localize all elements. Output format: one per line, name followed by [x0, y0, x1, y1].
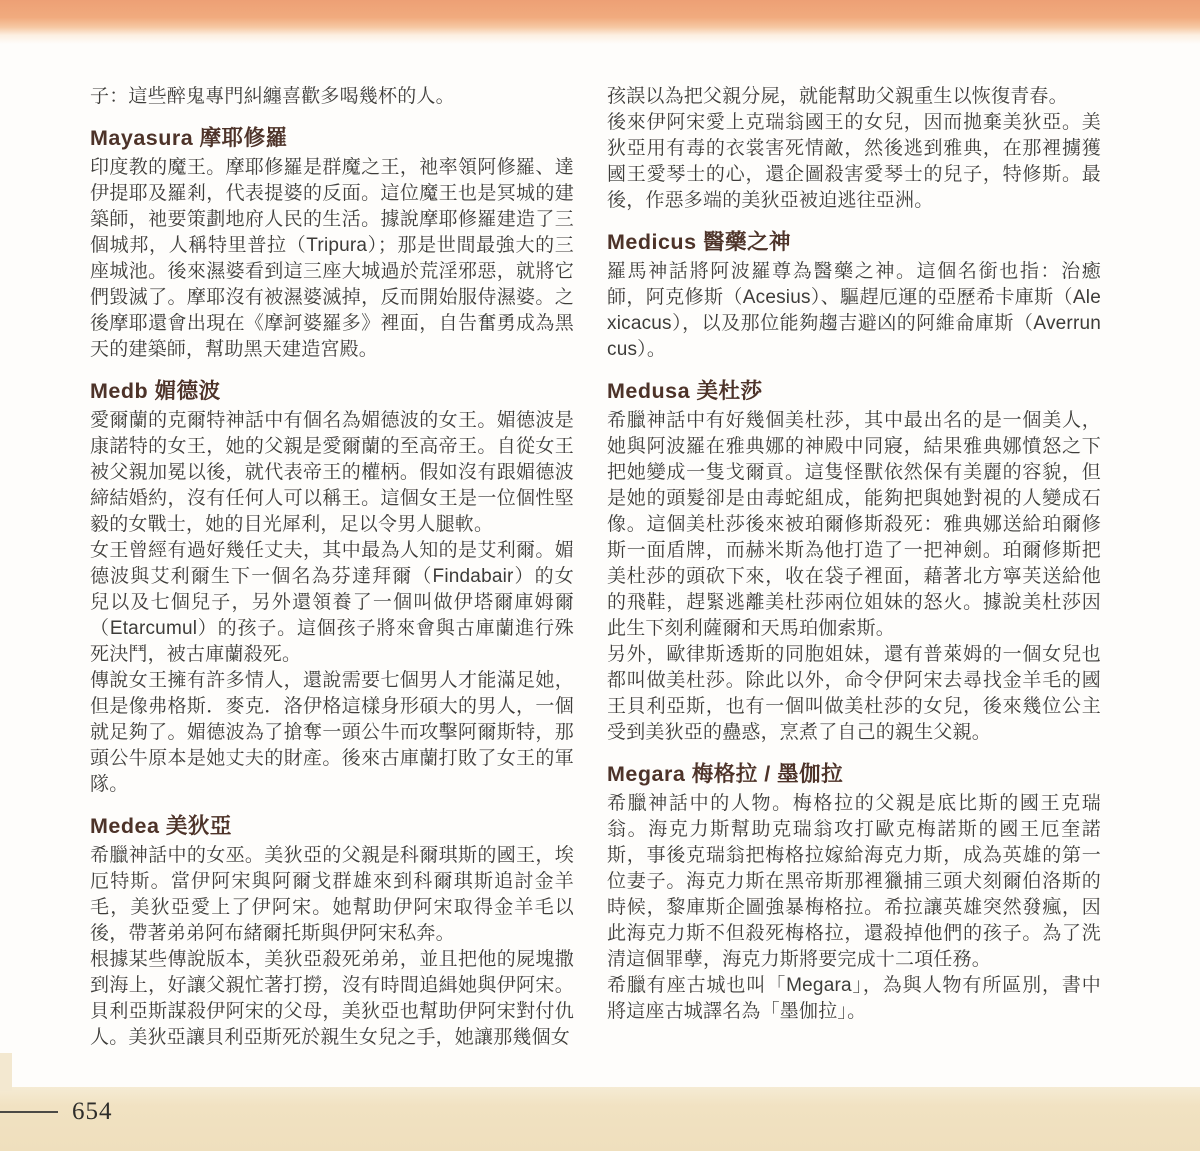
entry-heading-medusa: Medusa 美杜莎: [607, 379, 763, 403]
entry-paragraph: 羅馬神話將阿波羅尊為醫藥之神。這個名銜也指：治癒師，阿克修斯（Acesius）、驅趕厄運的亞歷希卡庫斯（Alexicacus），以及那位能夠趨吉避凶的阿維侖庫斯（Averruncus）。: [607, 261, 1101, 360]
entry-paragraph: 女王曾經有過好幾任丈夫，其中最為人知的是艾利爾。媚德波與艾利爾生下一個名為芬達拜爾（Findabair）的女兒以及七個兒子，另外還領養了一個叫做伊塔爾庫姆爾（Etarcumul）的孩子。這個孩子將來會與古庫蘭進行殊死決鬥，被古庫蘭殺死。: [90, 540, 574, 665]
entry-paragraph: 希臘神話中的女巫。美狄亞的父親是科爾琪斯的國王，埃厄特斯。當伊阿宋與阿爾戈群雄來到科爾琪斯追討金羊毛，美狄亞愛上了伊阿宋。她幫助伊阿宋取得金羊毛以後，帶著弟弟阿布緒爾托斯與伊阿宋私奔。: [90, 845, 574, 944]
right-column: [607, 84, 1101, 1025]
footer-rule: [0, 1111, 58, 1113]
entry-paragraph: 另外，歐律斯透斯的同胞姐妹，還有普萊姆的一個女兒也都叫做美杜莎。除此以外，命令伊阿宋去尋找金羊毛的國王貝利亞斯，也有一個叫做美杜莎的女兒，後來幾位公主受到美狄亞的蠱惑，烹煮了自己的親生父親。: [607, 644, 1101, 743]
entry-paragraph: 印度教的魔王。摩耶修羅是群魔之王，祂率領阿修羅、達伊提耶及羅剎，代表提婆的反面。這位魔王也是冥城的建築師，祂要策劃地府人民的生活。據說摩耶修羅建造了三個城邦，人稱特里普拉（Tripura）；那是世間最強大的三座城池。後來濕婆看到這三座大城過於荒淫邪惡，就將它們毀滅了。摩耶沒有被濕婆滅掉，反而開始服侍濕婆。之後摩耶還會出現在《摩訶婆羅多》裡面，自告奮勇成為黑天的建築師，幫助黑天建造宮殿。: [90, 157, 574, 360]
entry-heading-medea: Medea 美狄亞: [90, 814, 232, 838]
page-top-edge: [0, 0, 1200, 44]
entry-paragraph: 根據某些傳說版本，美狄亞殺死弟弟，並且把他的屍塊撒到海上，好讓父親忙著打撈，沒有時間追緝她與伊阿宋。貝利亞斯謀殺伊阿宋的父母，美狄亞也幫助伊阿宋對付仇人。美狄亞讓貝利亞斯死於親生女兒之手，她讓那幾個女: [90, 949, 574, 1048]
entry-paragraph: 希臘神話中有好幾個美杜莎，其中最出名的是一個美人，她與阿波羅在雅典娜的神殿中同寢，結果雅典娜憤怒之下把她變成一隻戈爾貢。這隻怪獸依然保有美麗的容貌，但是她的頭髮卻是由毒蛇組成，能夠把與她對視的人變成石像。這個美杜莎後來被珀爾修斯殺死：雅典娜送給珀爾修斯一面盾牌，而赫米斯為他打造了一把神劍。珀爾修斯把美杜莎的頭砍下來，收在袋子裡面，藉著北方寧芙送給他的飛鞋，趕緊逃離美杜莎兩位姐妹的怒火。據說美杜莎因此生下刻利薩爾和天馬珀伽索斯。: [607, 410, 1101, 639]
entry-paragraph: 傳說女王擁有許多情人，還說需要七個男人才能滿足她，但是像弗格斯．麥克．洛伊格這樣身形碩大的男人，一個就足夠了。媚德波為了搶奪一頭公牛而攻擊阿爾斯特，那頭公牛原本是她丈夫的財產。後來古庫蘭打敗了女王的軍隊。: [90, 670, 574, 795]
entry-heading-medb: Medb 媚德波: [90, 379, 221, 403]
page-footer: [0, 1098, 113, 1126]
entry-paragraph: 希臘有座古城也叫「Megara」，為與人物有所區別，書中將這座古城譯名為「墨伽拉」。: [607, 975, 1101, 1022]
entry-heading-medicus: Medicus 醫藥之神: [607, 230, 791, 254]
entry-heading-mayasura: Mayasura 摩耶修羅: [90, 126, 288, 150]
entry-paragraph: 愛爾蘭的克爾特神話中有個名為媚德波的女王。媚德波是康諾特的女王，她的父親是愛爾蘭的至高帝王。自從女王被父親加冕以後，就代表帝王的權柄。假如沒有跟媚德波締結婚約，沒有任何人可以稱王。這個女王是一位個性堅毅的女戰士，她的目光犀利，足以令男人腿軟。: [90, 410, 574, 535]
continuation-paragraph: 孩誤以為把父親分屍，就能幫助父親重生以恢復青春。: [607, 86, 1068, 107]
entry-heading-megara: Megara 梅格拉 / 墨伽拉: [607, 762, 844, 786]
continuation-paragraph: 子：這些醉鬼專門糾纏喜歡多喝幾杯的人。: [90, 86, 455, 107]
entry-paragraph: 後來伊阿宋愛上克瑞翁國王的女兒，因而拋棄美狄亞。美狄亞用有毒的衣裳害死情敵，然後逃到雅典，在那裡擄獲國王愛琴士的心，還企圖殺害愛琴士的兒子，特修斯。最後，作惡多端的美狄亞被迫逃往亞洲。: [607, 112, 1101, 211]
left-column: [90, 84, 574, 1051]
entry-paragraph: 希臘神話中的人物。梅格拉的父親是底比斯的國王克瑞翁。海克力斯幫助克瑞翁攻打歐克梅諾斯的國王厄奎諾斯，事後克瑞翁把梅格拉嫁給海克力斯，成為英雄的第一位妻子。海克力斯在黑帝斯那裡獵捕三頭犬刻爾伯洛斯的時候，黎庫斯企圖強暴梅格拉。希拉讓英雄突然發瘋，因此海克力斯不但殺死梅格拉，還殺掉他們的孩子。為了洗清這個罪孽，海克力斯將要完成十二項任務。: [607, 793, 1101, 970]
page-left-edge: [0, 1053, 12, 1091]
page-bottom-edge: [0, 1087, 1200, 1151]
page-number: 654: [72, 1098, 113, 1125]
